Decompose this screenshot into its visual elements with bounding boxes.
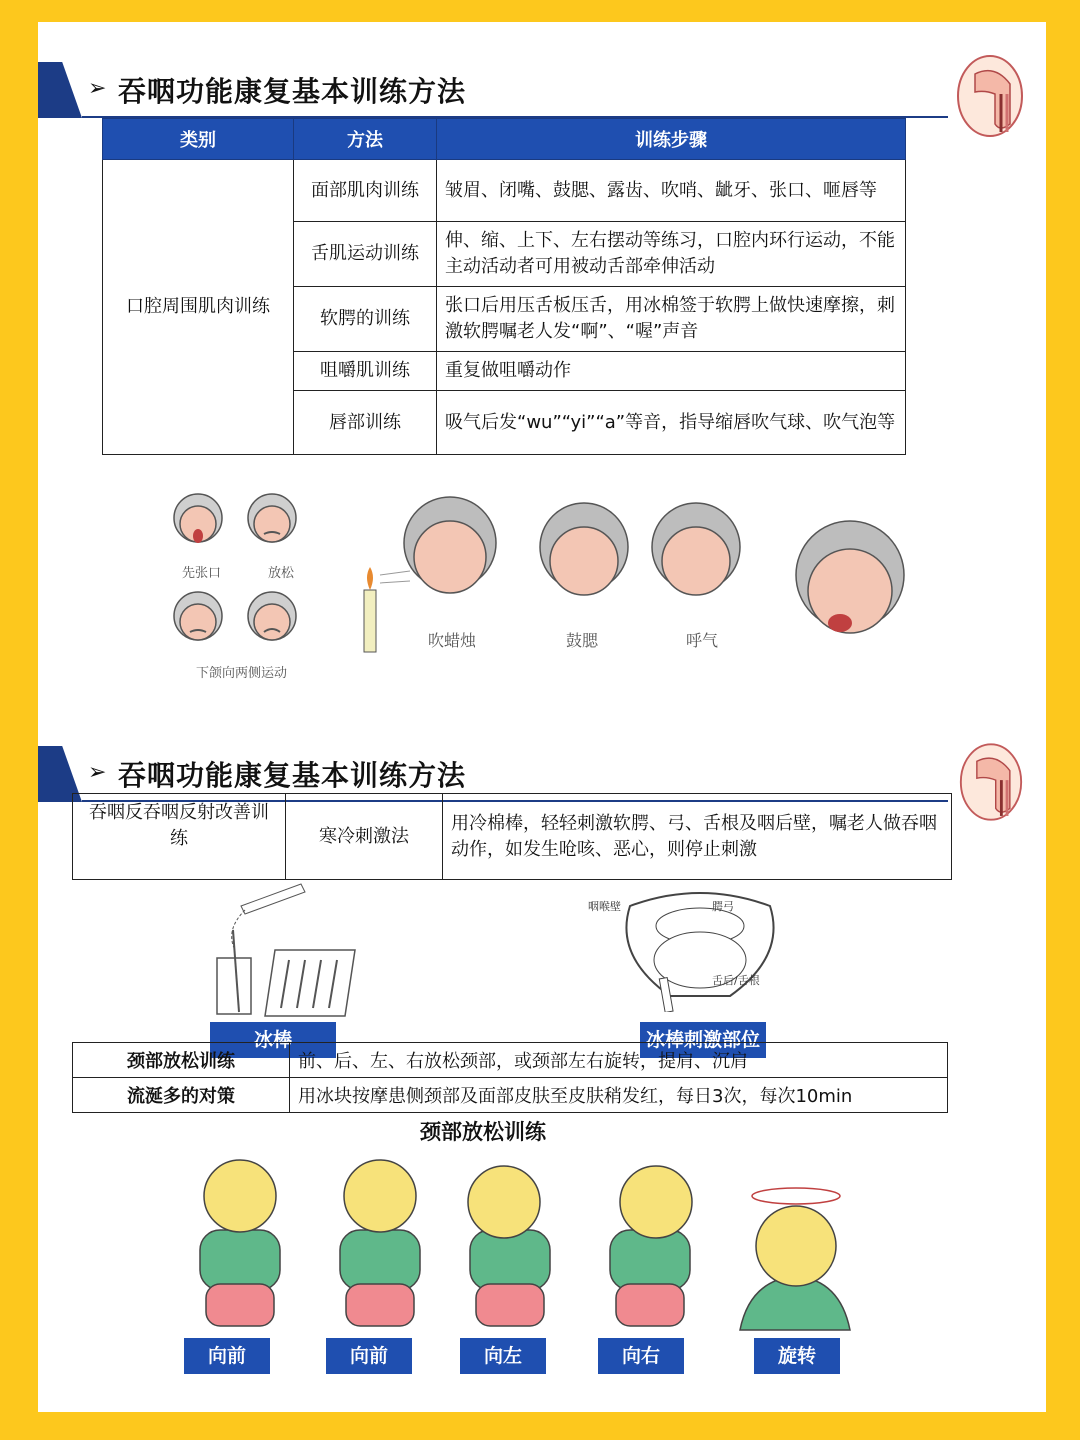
mouth-stimulation-diagram [600,886,800,1012]
arrow-icon: ➢ [88,760,107,785]
label-forward-2: 向前 [326,1338,412,1374]
training-table-2 [72,793,952,880]
header-category: 类别 [103,119,294,160]
caption-open-mouth: 先张口 [182,566,222,581]
category-cell: 口腔周围肌肉训练 [103,160,294,455]
label-rotate: 旋转 [754,1338,840,1374]
section-title-2: 吞咽功能康复基本训练方法 [118,759,467,792]
caption-relax: 放松 [268,566,295,581]
row-desc-cell: 前、后、左、右放松颈部，或颈部左右旋转，提肩、沉肩 [290,1043,948,1078]
method-cell: 唇部训练 [294,391,437,455]
label-right: 向右 [598,1338,684,1374]
method-cell: 软腭的训练 [294,287,437,352]
neck-exercise-figures [170,1150,870,1340]
steps-cell: 伸、缩、上下、左右摆动等练习，口腔内环行运动，不能主动活动者可用被动舌部牵伸活动 [437,222,906,287]
label-left: 向左 [460,1338,546,1374]
mouth-label-pharynx: 咽喉壁 [588,900,621,913]
header-flag [38,62,82,118]
training-table-1 [102,118,906,455]
method-cell: 面部肌肉训练 [294,160,437,222]
section-header-1 [38,62,948,118]
row-name-cell: 流涎多的对策 [73,1078,290,1113]
table-row [73,1078,948,1113]
throat-anatomy-icon [958,742,1024,822]
label-forward-1: 向前 [184,1338,270,1374]
steps-cell: 张口后用压舌板压舌，用冰棉签于软腭上做快速摩擦，刺激软腭嘱老人发“啊”、“喔”声音 [437,287,906,352]
steps-cell: 皱眉、闭嘴、鼓腮、露齿、吹哨、龇牙、张口、咂唇等 [437,160,906,222]
training-table-3 [72,1042,948,1113]
table-row [73,794,952,880]
steps-cell: 重复做咀嚼动作 [437,352,906,391]
neck-exercise-title: 颈部放松训练 [420,1120,546,1144]
steps-cell: 吸气后发“wu”“yi”“a”等音，指导缩唇吹气球、吹气泡等 [437,391,906,455]
section-title-1: 吞咽功能康复基本训练方法 [118,75,467,108]
mouth-label-tongue-root: 舌后/舌根 [712,974,760,987]
ice-stick-illustration [205,880,375,1020]
row-desc-cell: 用冰块按摩患侧颈部及面部皮肤至皮肤稍发红，每日3次，每次10min [290,1078,948,1113]
row-name-cell: 颈部放松训练 [73,1043,290,1078]
header-method: 方法 [294,119,437,160]
mouth-label-arch: 腭弓 [712,900,734,913]
table-row [103,160,906,222]
caption-exhale: 呼气 [686,631,719,650]
header-steps: 训练步骤 [437,119,906,160]
method-cell: 舌肌运动训练 [294,222,437,287]
label-ice-stick: 冰棒 [210,1022,336,1058]
method-cell: 咀嚼肌训练 [294,352,437,391]
throat-anatomy-icon [955,54,1025,138]
table-row [73,1043,948,1078]
steps-cell: 用冷棉棒，轻轻刺激软腭、弓、舌根及咽后壁，嘱老人做吞咽动作，如发生呛咳、恶心，则停止刺激 [443,794,952,880]
caption-jaw-side: 下颌向两侧运动 [196,666,288,681]
caption-puff-cheeks: 鼓腮 [566,631,599,650]
arrow-icon: ➢ [88,76,107,101]
category-cell: 吞咽反吞咽反射改善训练 [73,794,286,880]
caption-blow-candle: 吹蜡烛 [428,631,477,650]
method-cell: 寒冷刺激法 [286,794,443,880]
label-stimulation-site: 冰棒刺激部位 [640,1022,766,1058]
